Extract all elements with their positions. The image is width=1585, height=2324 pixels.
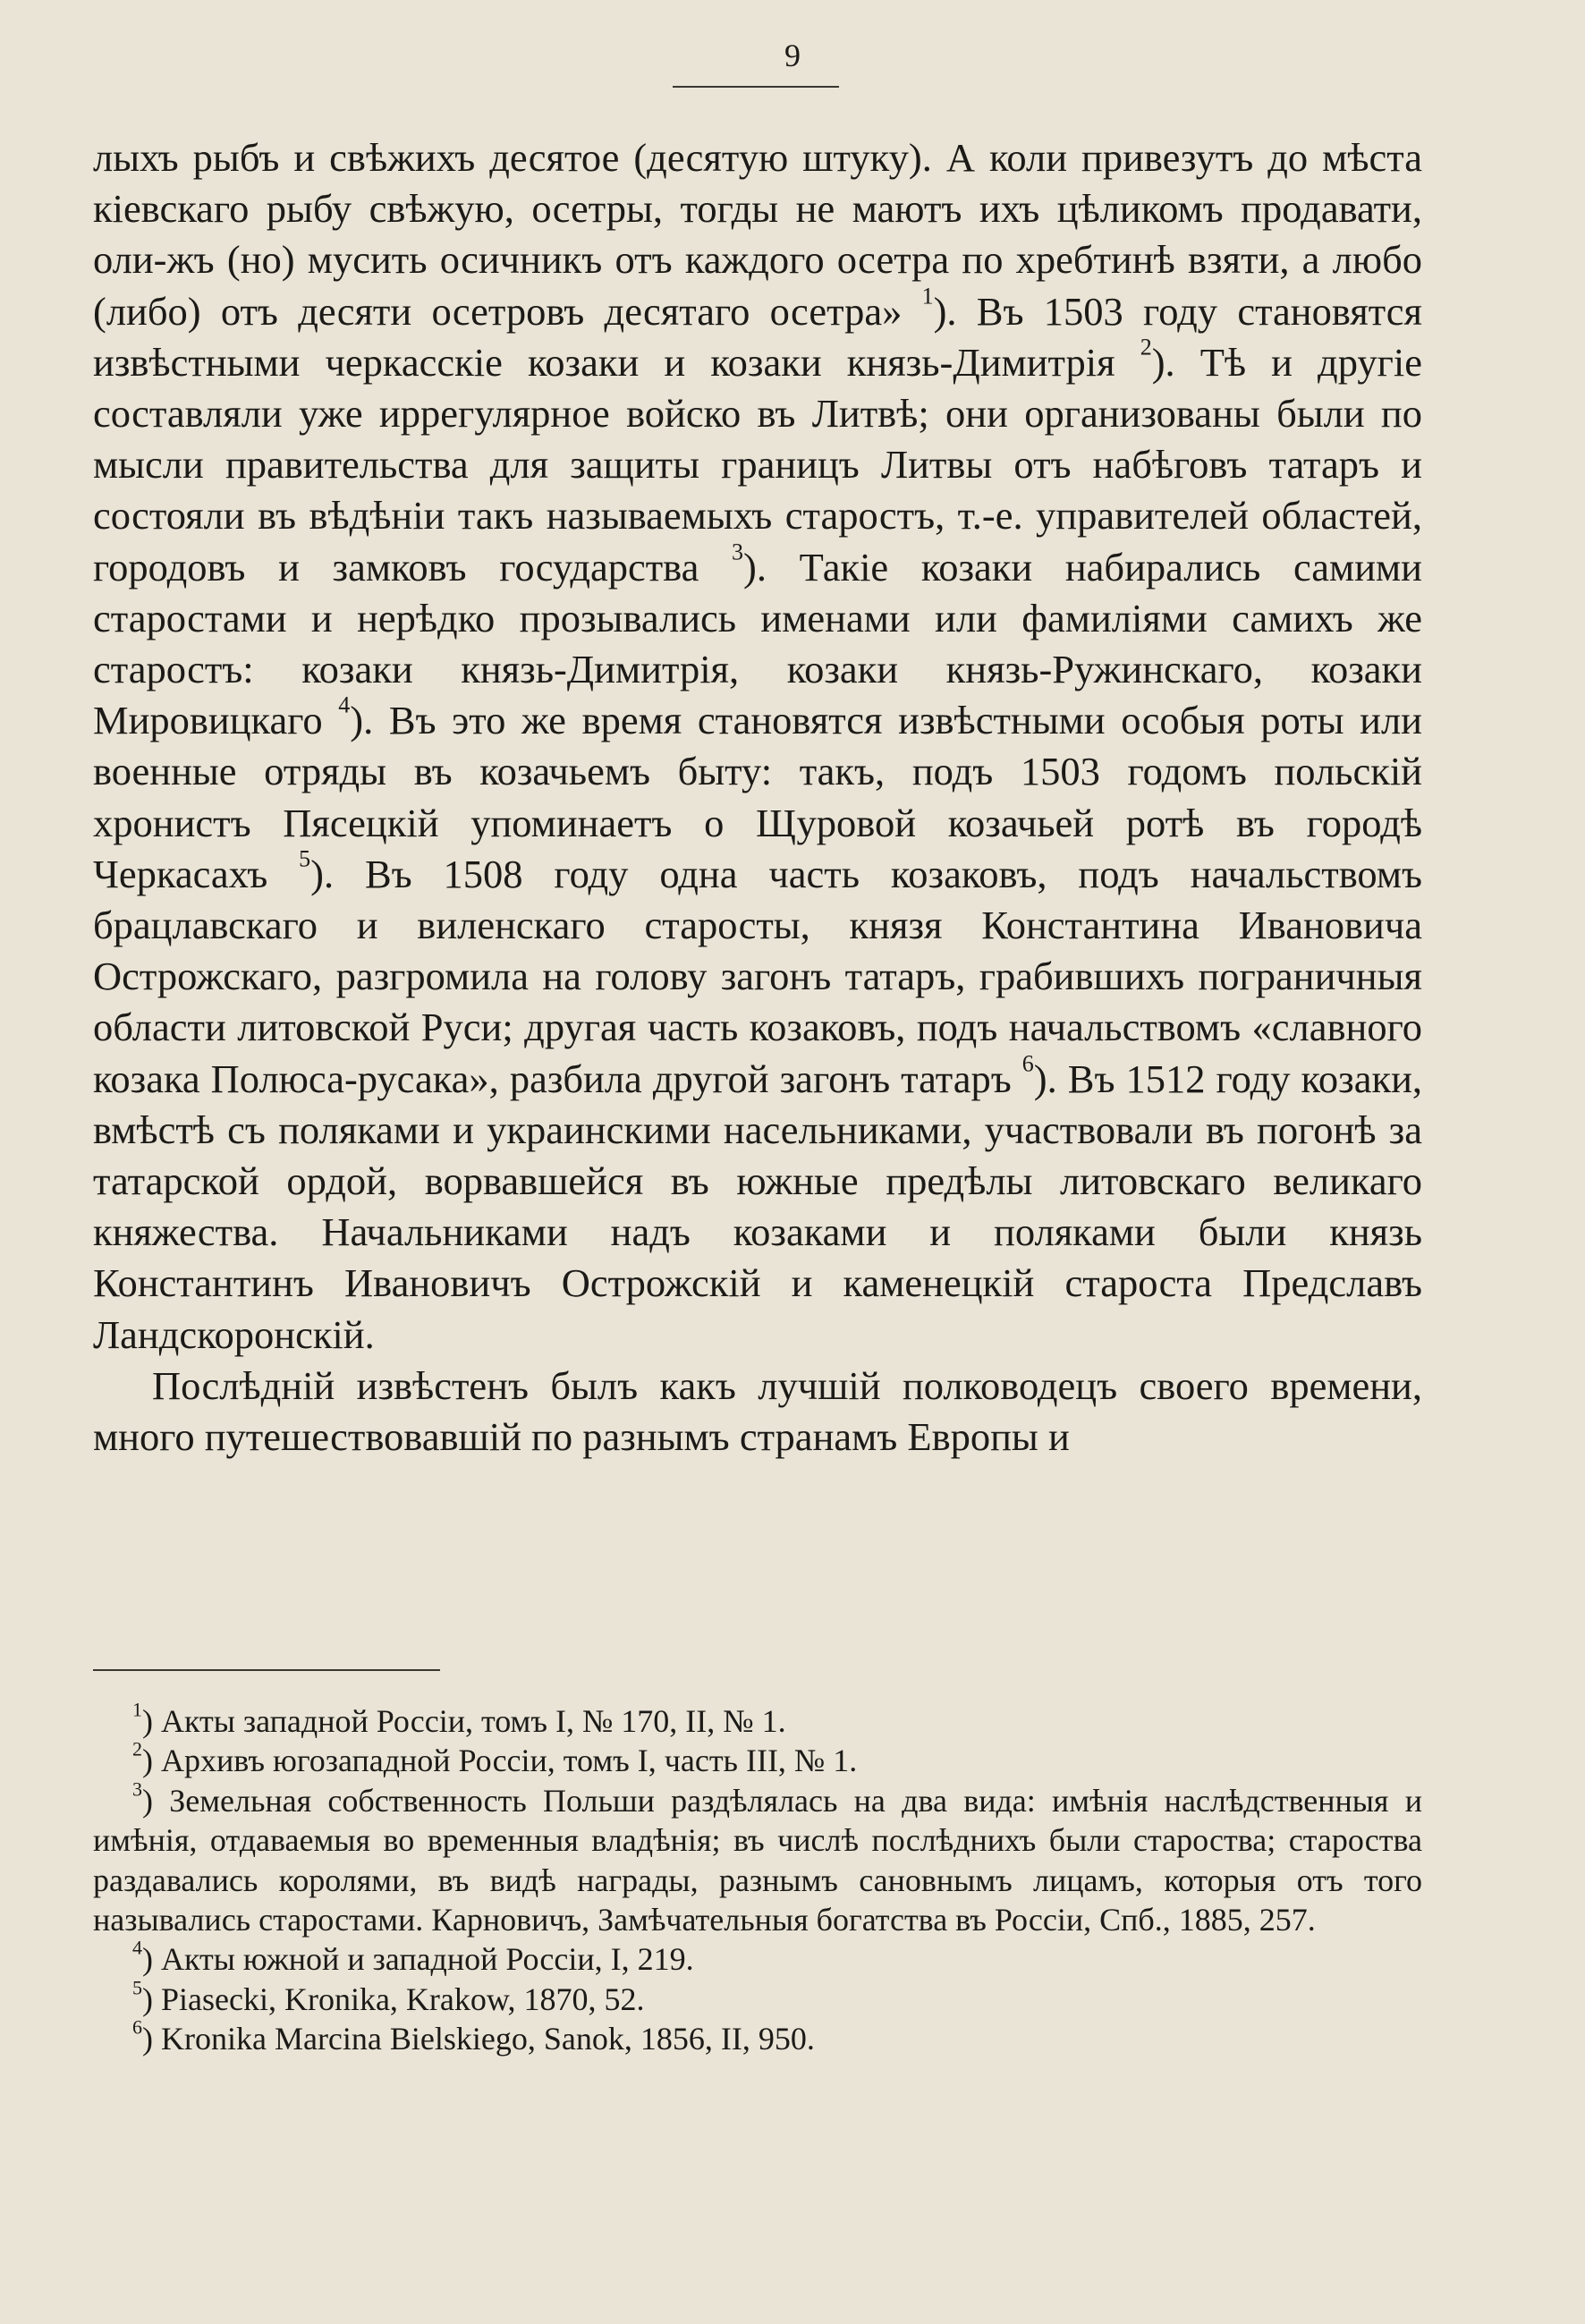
footnote-3 [93, 1777, 1422, 1940]
footnote-reference: 6 [1021, 1050, 1034, 1077]
text-segment: ). Въ 1503 году становятся извѣстными черкасскіе козаки и козаки князь-Димитрія [93, 288, 1422, 385]
text-segment: ). Въ это же время становятся извѣстными особыя роты или военные отряды въ козачьемъ быту: такъ, подъ 1503 годомъ польскій хронистъ Пясецкій упоминаетъ о Щуровой козачьей ротѣ въ городѣ Черкасахъ [93, 698, 1422, 896]
page-number: 9 [784, 38, 801, 73]
footnote-text: ) Архивъ югозападной Россіи, томъ I, часть III, № 1. [142, 1743, 858, 1779]
footnote-text: ) Piasecki, Kronika, Krakow, 1870, 52. [142, 1980, 645, 2017]
text-segment: ). Въ 1512 году козаки, вмѣстѣ съ поляками и украинскими насельниками, участвовали въ погонѣ за татарской ордой, ворвавшейся въ южные предѣлы литовскаго великаго княжества. Начальниками надъ козаками и поляками были князь Константинъ Ивановичъ Острожскій и каменецкій староста Предславъ Ландскоронскій. [93, 1056, 1423, 1357]
text-segment: ). Тѣ и другіе составляли уже иррегулярное войско въ Литвѣ; они организованы были по мысли правительства для защиты границъ Литвы отъ набѣговъ татаръ и состояли въ вѣдѣніи такъ называемыхъ старостъ, т.-е. управителей областей, городовъ и замковъ государства [93, 339, 1422, 589]
footnote-6 [93, 2015, 1422, 2058]
text-segment: ). Такіе козаки набирались самими старостами и нерѣдко прозывались именами или фамиліями самихъ же старостъ: козаки князь-Димитрія, козаки князь-Ружинскаго, козаки Мировицкаго [93, 544, 1423, 743]
footnote-4 [93, 1936, 1422, 1979]
paragraph-2: Послѣдній извѣстенъ былъ какъ лучшій полководецъ своего времени, много путешествовавшій по разнымъ странамъ Европы и [93, 1362, 1422, 1460]
footnote-text: ) Kronika Marcina Bielskiego, Sanok, 1856, II, 950. [142, 2021, 815, 2057]
text-segment: лыхъ рыбъ и свѣжихъ десятое (десятую штуку). А коли привезутъ до мѣста кіевскаго рыбу свѣжую, осетры, тогды не маютъ ихъ цѣликомъ продавати, оли-жъ (но) мусить осичникъ отъ каждого осетра по хребтинѣ взяти, а любо (либо) отъ десяти осетровъ десятаго осетра» [93, 135, 1422, 334]
footnote-mark: 5 [132, 1976, 142, 1999]
paragraph-1 [93, 132, 1422, 1361]
footnote-mark: 2 [132, 1737, 142, 1760]
footnote-mark: 6 [132, 2015, 142, 2039]
footnote-1 [93, 1698, 1422, 1741]
footnote-text: ) Акты западной Россіи, томъ I, № 170, II, № 1. [142, 1703, 786, 1739]
header-rule [673, 86, 839, 88]
footnote-5 [93, 1976, 1422, 2019]
footnote-reference: 4 [338, 691, 351, 718]
main-text [93, 132, 1422, 1463]
footnote-text: ) Земельная собственность Польши раздѣлялась на два вида: имѣнія наслѣдственныя и имѣнія, отдаваемыя во временныя владѣнія; въ числѣ послѣднихъ были староства; староства раздавались королями, въ видѣ награды, разнымъ сановнымъ лицамъ, которыя отъ того назывались старостами. Карновичъ, Замѣчательныя богатства въ Россіи, Спб., 1885, 257. [93, 1782, 1422, 1938]
text-segment: ). Въ 1508 году одна часть козаковъ, подъ начальствомъ брацлавскаго и виленскаго старосты, князя Константина Ивановича Острожскаго, разгромила на голову загонъ татаръ, грабившихъ пограничныя области литовской Руси; другая часть козаковъ, подъ начальствомъ «славного козака Полюса-русака», разбила другой загонъ татаръ [93, 851, 1422, 1101]
footnote-2 [93, 1737, 1422, 1780]
footnote-mark: 3 [132, 1777, 142, 1801]
footnote-mark: 1 [132, 1698, 142, 1721]
footnote-reference: 2 [1140, 334, 1152, 360]
footnote-reference: 3 [732, 539, 744, 565]
footnote-reference: 5 [299, 845, 311, 872]
footnotes [93, 1698, 1422, 2059]
footnote-reference: 1 [921, 283, 934, 310]
footnote-mark: 4 [132, 1936, 142, 1959]
footnote-text: ) Акты южной и западной Россіи, I, 219. [142, 1941, 694, 1978]
footnote-rule [93, 1669, 440, 1671]
